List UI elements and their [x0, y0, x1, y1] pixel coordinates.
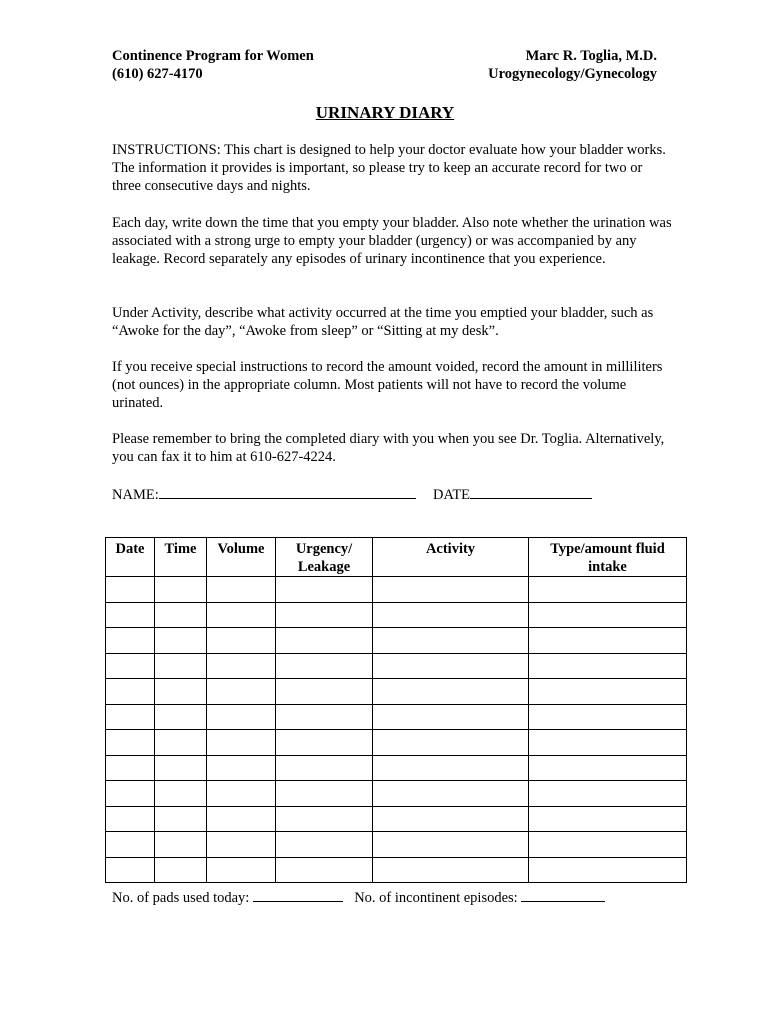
- cell-date[interactable]: [106, 628, 155, 654]
- cell-urgency-leakage[interactable]: [276, 730, 373, 756]
- cell-urgency-leakage[interactable]: [276, 679, 373, 705]
- cell-fluid-intake[interactable]: [529, 602, 687, 628]
- page-title: URINARY DIARY: [315, 103, 455, 122]
- cell-urgency-leakage[interactable]: [276, 806, 373, 832]
- table-row: [106, 653, 687, 679]
- cell-fluid-intake[interactable]: [529, 653, 687, 679]
- name-field[interactable]: [159, 485, 416, 499]
- cell-time[interactable]: [155, 755, 207, 781]
- cell-date[interactable]: [106, 679, 155, 705]
- cell-fluid-intake[interactable]: [529, 577, 687, 603]
- cell-activity[interactable]: [373, 628, 529, 654]
- date-label: DATE: [432, 487, 471, 503]
- cell-time[interactable]: [155, 857, 207, 883]
- cell-date[interactable]: [106, 653, 155, 679]
- cell-fluid-intake[interactable]: [529, 628, 687, 654]
- cell-fluid-intake[interactable]: [529, 857, 687, 883]
- cell-date[interactable]: [106, 806, 155, 832]
- clinic-phone: (610) 627-4170: [112, 66, 203, 82]
- cell-date[interactable]: [106, 857, 155, 883]
- cell-fluid-intake[interactable]: [529, 806, 687, 832]
- date-field[interactable]: [470, 485, 592, 499]
- table-row: [106, 628, 687, 654]
- footer-summary: [112, 888, 605, 907]
- cell-volume[interactable]: [207, 806, 276, 832]
- cell-time[interactable]: [155, 679, 207, 705]
- cell-fluid-intake[interactable]: [529, 730, 687, 756]
- column-header-fluid-intake: Type/amount fluid intake: [529, 538, 687, 577]
- cell-volume[interactable]: [207, 602, 276, 628]
- instructions-paragraph: INSTRUCTIONS: This chart is designed to help your doctor evaluate how your bladder works. The information it provides is important, so please try to keep an accurate record for two or three consecutive days and nights.: [112, 142, 666, 194]
- cell-time[interactable]: [155, 781, 207, 807]
- cell-time[interactable]: [155, 628, 207, 654]
- cell-activity[interactable]: [373, 857, 529, 883]
- cell-time[interactable]: [155, 704, 207, 730]
- table-row: [106, 781, 687, 807]
- pads-label: No. of pads used today:: [112, 890, 250, 906]
- cell-urgency-leakage[interactable]: [276, 755, 373, 781]
- cell-urgency-leakage[interactable]: [276, 704, 373, 730]
- cell-volume[interactable]: [207, 730, 276, 756]
- table-row: [106, 679, 687, 705]
- table-row: [106, 755, 687, 781]
- diary-table-body: [106, 577, 687, 883]
- table-header-row: [106, 538, 687, 577]
- table-row: [106, 577, 687, 603]
- column-header-volume: Volume: [207, 538, 276, 577]
- cell-urgency-leakage[interactable]: [276, 577, 373, 603]
- cell-activity[interactable]: [373, 806, 529, 832]
- reminder-paragraph: Please remember to bring the completed diary with you when you see Dr. Toglia. Alternatively, you can fax it to him at 610-627-4224.: [112, 431, 665, 465]
- cell-activity[interactable]: [373, 755, 529, 781]
- cell-fluid-intake[interactable]: [529, 679, 687, 705]
- column-header-urgency-leakage: Urgency/ Leakage: [276, 538, 373, 577]
- cell-date[interactable]: [106, 704, 155, 730]
- column-header-time: Time: [155, 538, 207, 577]
- cell-activity[interactable]: [373, 577, 529, 603]
- table-row: [106, 730, 687, 756]
- cell-volume[interactable]: [207, 832, 276, 858]
- name-date-row: [112, 485, 672, 504]
- cell-volume[interactable]: [207, 704, 276, 730]
- cell-date[interactable]: [106, 730, 155, 756]
- cell-date[interactable]: [106, 832, 155, 858]
- cell-urgency-leakage[interactable]: [276, 781, 373, 807]
- table-row: [106, 602, 687, 628]
- cell-urgency-leakage[interactable]: [276, 653, 373, 679]
- cell-fluid-intake[interactable]: [529, 781, 687, 807]
- cell-urgency-leakage[interactable]: [276, 857, 373, 883]
- table-row: [106, 832, 687, 858]
- cell-volume[interactable]: [207, 755, 276, 781]
- cell-volume[interactable]: [207, 781, 276, 807]
- cell-time[interactable]: [155, 730, 207, 756]
- cell-volume[interactable]: [207, 679, 276, 705]
- cell-activity[interactable]: [373, 679, 529, 705]
- activity-paragraph: Under Activity, describe what activity occurred at the time you emptied your bladder, such as “Awoke for the day”, “Awoke from sleep” or “Sitting at my desk”.: [112, 305, 654, 339]
- cell-activity[interactable]: [373, 781, 529, 807]
- cell-time[interactable]: [155, 832, 207, 858]
- cell-volume[interactable]: [207, 857, 276, 883]
- cell-volume[interactable]: [207, 628, 276, 654]
- cell-activity[interactable]: [373, 832, 529, 858]
- cell-date[interactable]: [106, 781, 155, 807]
- diary-table: [105, 537, 687, 883]
- cell-urgency-leakage[interactable]: [276, 832, 373, 858]
- cell-time[interactable]: [155, 577, 207, 603]
- cell-volume[interactable]: [207, 577, 276, 603]
- cell-date[interactable]: [106, 577, 155, 603]
- cell-date[interactable]: [106, 602, 155, 628]
- cell-urgency-leakage[interactable]: [276, 602, 373, 628]
- cell-activity[interactable]: [373, 730, 529, 756]
- clinic-header: [112, 47, 314, 83]
- clinic-name: Continence Program for Women: [112, 48, 314, 64]
- pads-field[interactable]: [253, 888, 343, 902]
- volume-paragraph: If you receive special instructions to record the amount voided, record the amount in milliliters (not ounces) in the appropriate column. Most patients will not have to record the volume urinated.: [112, 359, 663, 411]
- table-row: [106, 806, 687, 832]
- doctor-name: Marc R. Toglia, M.D.: [525, 48, 657, 64]
- cell-activity[interactable]: [373, 653, 529, 679]
- column-header-activity: Activity: [373, 538, 529, 577]
- cell-activity[interactable]: [373, 602, 529, 628]
- episodes-label: No. of incontinent episodes:: [354, 890, 518, 906]
- cell-time[interactable]: [155, 602, 207, 628]
- column-header-date: Date: [106, 538, 155, 577]
- cell-fluid-intake[interactable]: [529, 832, 687, 858]
- urgency-paragraph: Each day, write down the time that you empty your bladder. Also note whether the urination was associated with a strong urge to empty your bladder (urgency) or was accompanied by any leakage. Record separately any episodes of urinary incontinence that you experience.: [112, 215, 672, 267]
- cell-date[interactable]: [106, 755, 155, 781]
- name-label: NAME:: [112, 487, 159, 503]
- doctor-header: [488, 47, 657, 83]
- doctor-specialty: Urogynecology/Gynecology: [488, 66, 657, 82]
- cell-fluid-intake[interactable]: [529, 704, 687, 730]
- table-row: [106, 857, 687, 883]
- cell-time[interactable]: [155, 806, 207, 832]
- cell-volume[interactable]: [207, 653, 276, 679]
- cell-time[interactable]: [155, 653, 207, 679]
- cell-activity[interactable]: [373, 704, 529, 730]
- cell-fluid-intake[interactable]: [529, 755, 687, 781]
- episodes-field[interactable]: [521, 888, 605, 902]
- cell-urgency-leakage[interactable]: [276, 628, 373, 654]
- table-row: [106, 704, 687, 730]
